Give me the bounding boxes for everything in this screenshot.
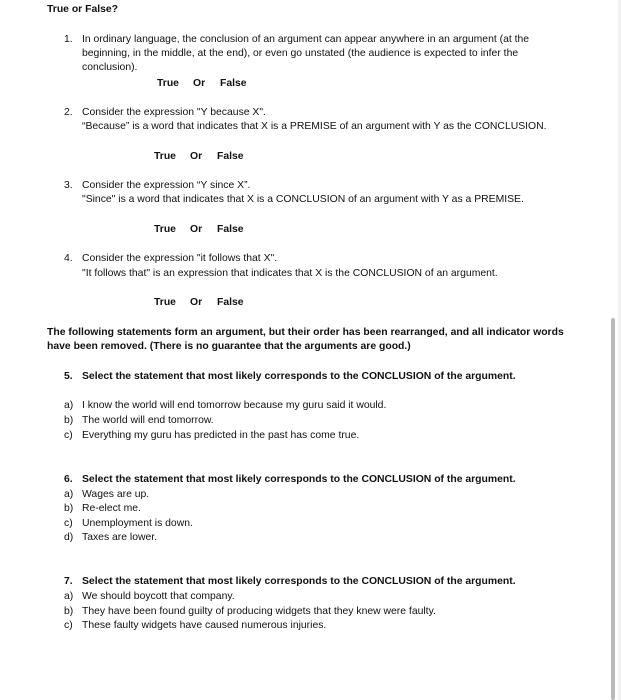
option-letter[interactable]: b) [64, 606, 74, 617]
tf-false-option[interactable]: False [217, 151, 244, 162]
question-number: 1. [64, 34, 73, 45]
tf-true-option[interactable]: True [157, 78, 179, 89]
tf-or-label: Or [190, 224, 203, 235]
option-letter[interactable]: a) [64, 591, 74, 602]
vertical-scrollbar[interactable] [611, 318, 615, 700]
option-text[interactable]: We should boycott that company. [82, 591, 235, 602]
tf-false-option[interactable]: False [217, 224, 244, 235]
option-text[interactable]: Everything my guru has predicted in the past has come true. [82, 430, 360, 441]
option-text[interactable]: These faulty widgets have caused numerous injuries. [82, 620, 327, 631]
question-text-line: Consider the expression “Y since X”. [82, 180, 251, 191]
question-text-line: In ordinary language, the conclusion of an argument can appear anywhere in an argument (at the [82, 34, 530, 45]
option-letter[interactable]: b) [64, 415, 74, 426]
question-number: 4. [64, 253, 73, 264]
option-text[interactable]: Taxes are lower. [82, 532, 158, 543]
question-prompt: Select the statement that most likely corresponds to the CONCLUSION of the argument. [82, 576, 516, 587]
question-text-line: beginning, in the middle, at the end), or even go unstated (the audience is expected to infer the [82, 48, 519, 59]
tf-or-label: Or [190, 151, 203, 162]
tf-true-option[interactable]: True [154, 151, 176, 162]
question-number: 2. [64, 107, 73, 118]
tf-or-label: Or [193, 78, 206, 89]
option-text[interactable]: I know the world will end tomorrow because my guru said it would. [82, 400, 387, 411]
question-number: 6. [64, 474, 73, 485]
option-letter[interactable]: a) [64, 400, 74, 411]
option-text[interactable]: The world will end tomorrow. [82, 415, 214, 426]
tf-or-label: Or [190, 297, 203, 308]
question-text-line: "Since" is a word that indicates that X is a CONCLUSION of an argument with Y as a PREMISE. [82, 194, 524, 205]
intro-line: have been removed. (There is no guarantee that the arguments are good.) [47, 341, 411, 352]
page-title: True or False? [47, 4, 119, 15]
intro-line: The following statements form an argument, but their order has been rearranged, and all indicator words [47, 327, 564, 338]
option-text[interactable]: Wages are up. [82, 489, 150, 500]
question-text-line: "It follows that" is an expression that indicates that X is the CONCLUSION of an argument. [82, 268, 498, 279]
question-number: 3. [64, 180, 73, 191]
tf-true-option[interactable]: True [154, 297, 176, 308]
question-prompt: Select the statement that most likely corresponds to the CONCLUSION of the argument. [82, 474, 516, 485]
option-letter[interactable]: a) [64, 489, 74, 500]
option-letter[interactable]: c) [64, 620, 73, 631]
tf-false-option[interactable]: False [220, 78, 247, 89]
option-letter[interactable]: d) [64, 532, 74, 543]
question-text-line: Consider the expression "Y because X". [82, 107, 266, 118]
option-text[interactable]: Re-elect me. [82, 503, 141, 514]
question-number: 7. [64, 576, 73, 587]
question-text-line: “Because” is a word that indicates that X is a PREMISE of an argument with Y as the CONCLUSION. [82, 121, 547, 132]
option-text[interactable]: Unemployment is down. [82, 518, 193, 529]
question-text-line: Consider the expression "it follows that X". [82, 253, 278, 264]
option-letter[interactable]: b) [64, 503, 74, 514]
tf-false-option[interactable]: False [217, 297, 244, 308]
question-prompt: Select the statement that most likely corresponds to the CONCLUSION of the argument. [82, 371, 516, 382]
option-letter[interactable]: c) [64, 518, 73, 529]
option-text[interactable]: They have been found guilty of producing widgets that they knew were faulty. [82, 606, 436, 617]
question-number: 5. [64, 371, 73, 382]
tf-true-option[interactable]: True [154, 224, 176, 235]
option-letter[interactable]: c) [64, 430, 73, 441]
question-text-line: conclusion). [82, 62, 138, 73]
